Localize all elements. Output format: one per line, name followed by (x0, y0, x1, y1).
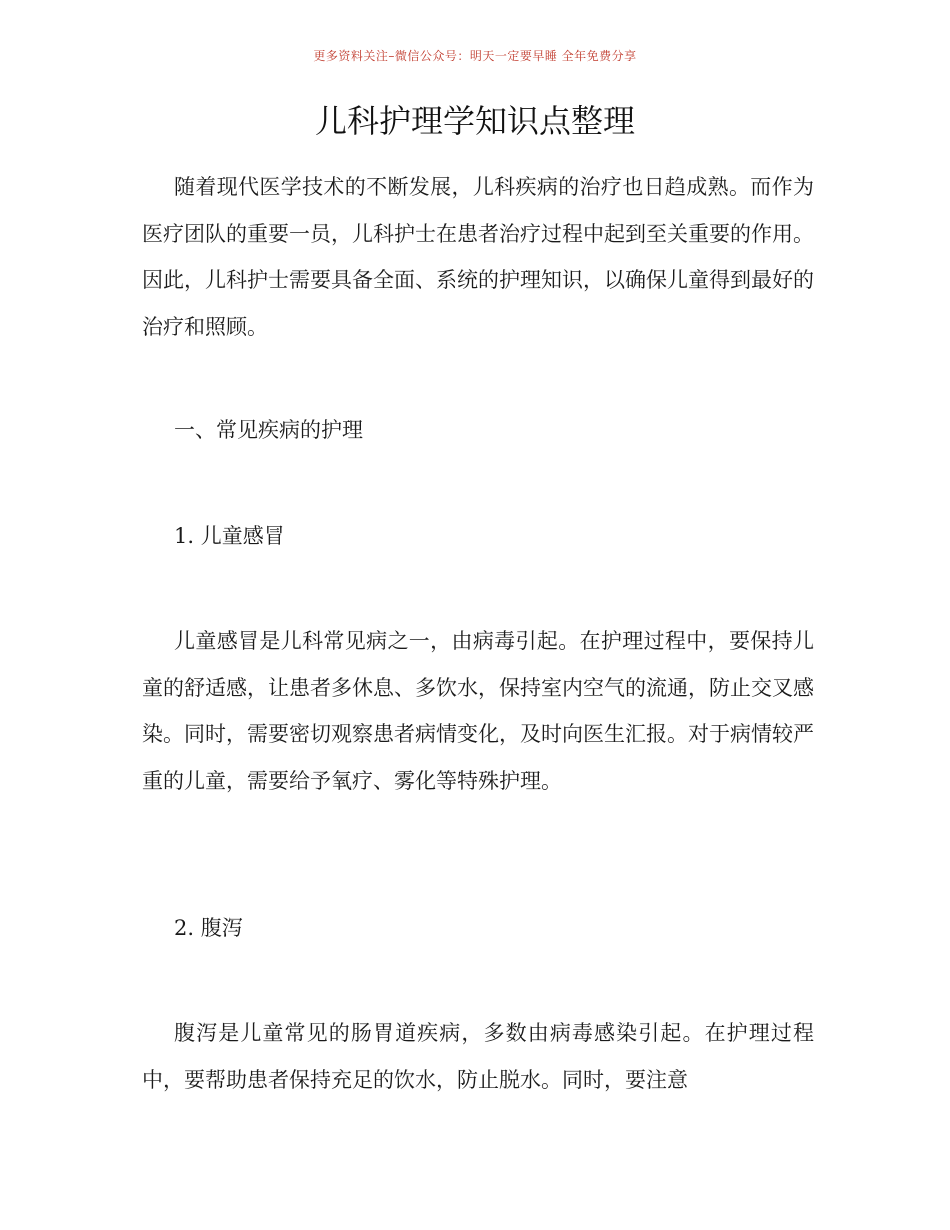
subheading-child-cold: 1. 儿童感冒 (174, 524, 285, 548)
intro-paragraph: 随着现代医学技术的不断发展，儿科疾病的治疗也日趋成熟。而作为医疗团队的重要一员，儿科护士在患者治疗过程中起到至关重要的作用。因此，儿科护士需要具备全面、系统的护理知识，以确保儿童得到最好的治疗和照顾。 (142, 175, 814, 339)
subheading-diarrhea: 2. 腹泻 (174, 916, 243, 940)
header-promo-note: 更多资料关注–微信公众号：明天一定要早睡 全年免费分享 (313, 49, 637, 63)
paragraph-diarrhea: 腹泻是儿童常见的肠胃道疾病，多数由病毒感染引起。在护理过程中，要帮助患者保持充足的饮水，防止脱水。同时，要注意 (142, 1021, 814, 1092)
section-heading-common-diseases: 一、常见疾病的护理 (174, 418, 363, 442)
paragraph-child-cold: 儿童感冒是儿科常见病之一，由病毒引起。在护理过程中，要保持儿童的舒适感，让患者多休息、多饮水，保持室内空气的流通，防止交叉感染。同时，需要密切观察患者病情变化，及时向医生汇报。对于病情较严重的儿童，需要给予氧疗、雾化等特殊护理。 (142, 629, 814, 793)
document-title: 儿科护理学知识点整理 (314, 102, 635, 140)
